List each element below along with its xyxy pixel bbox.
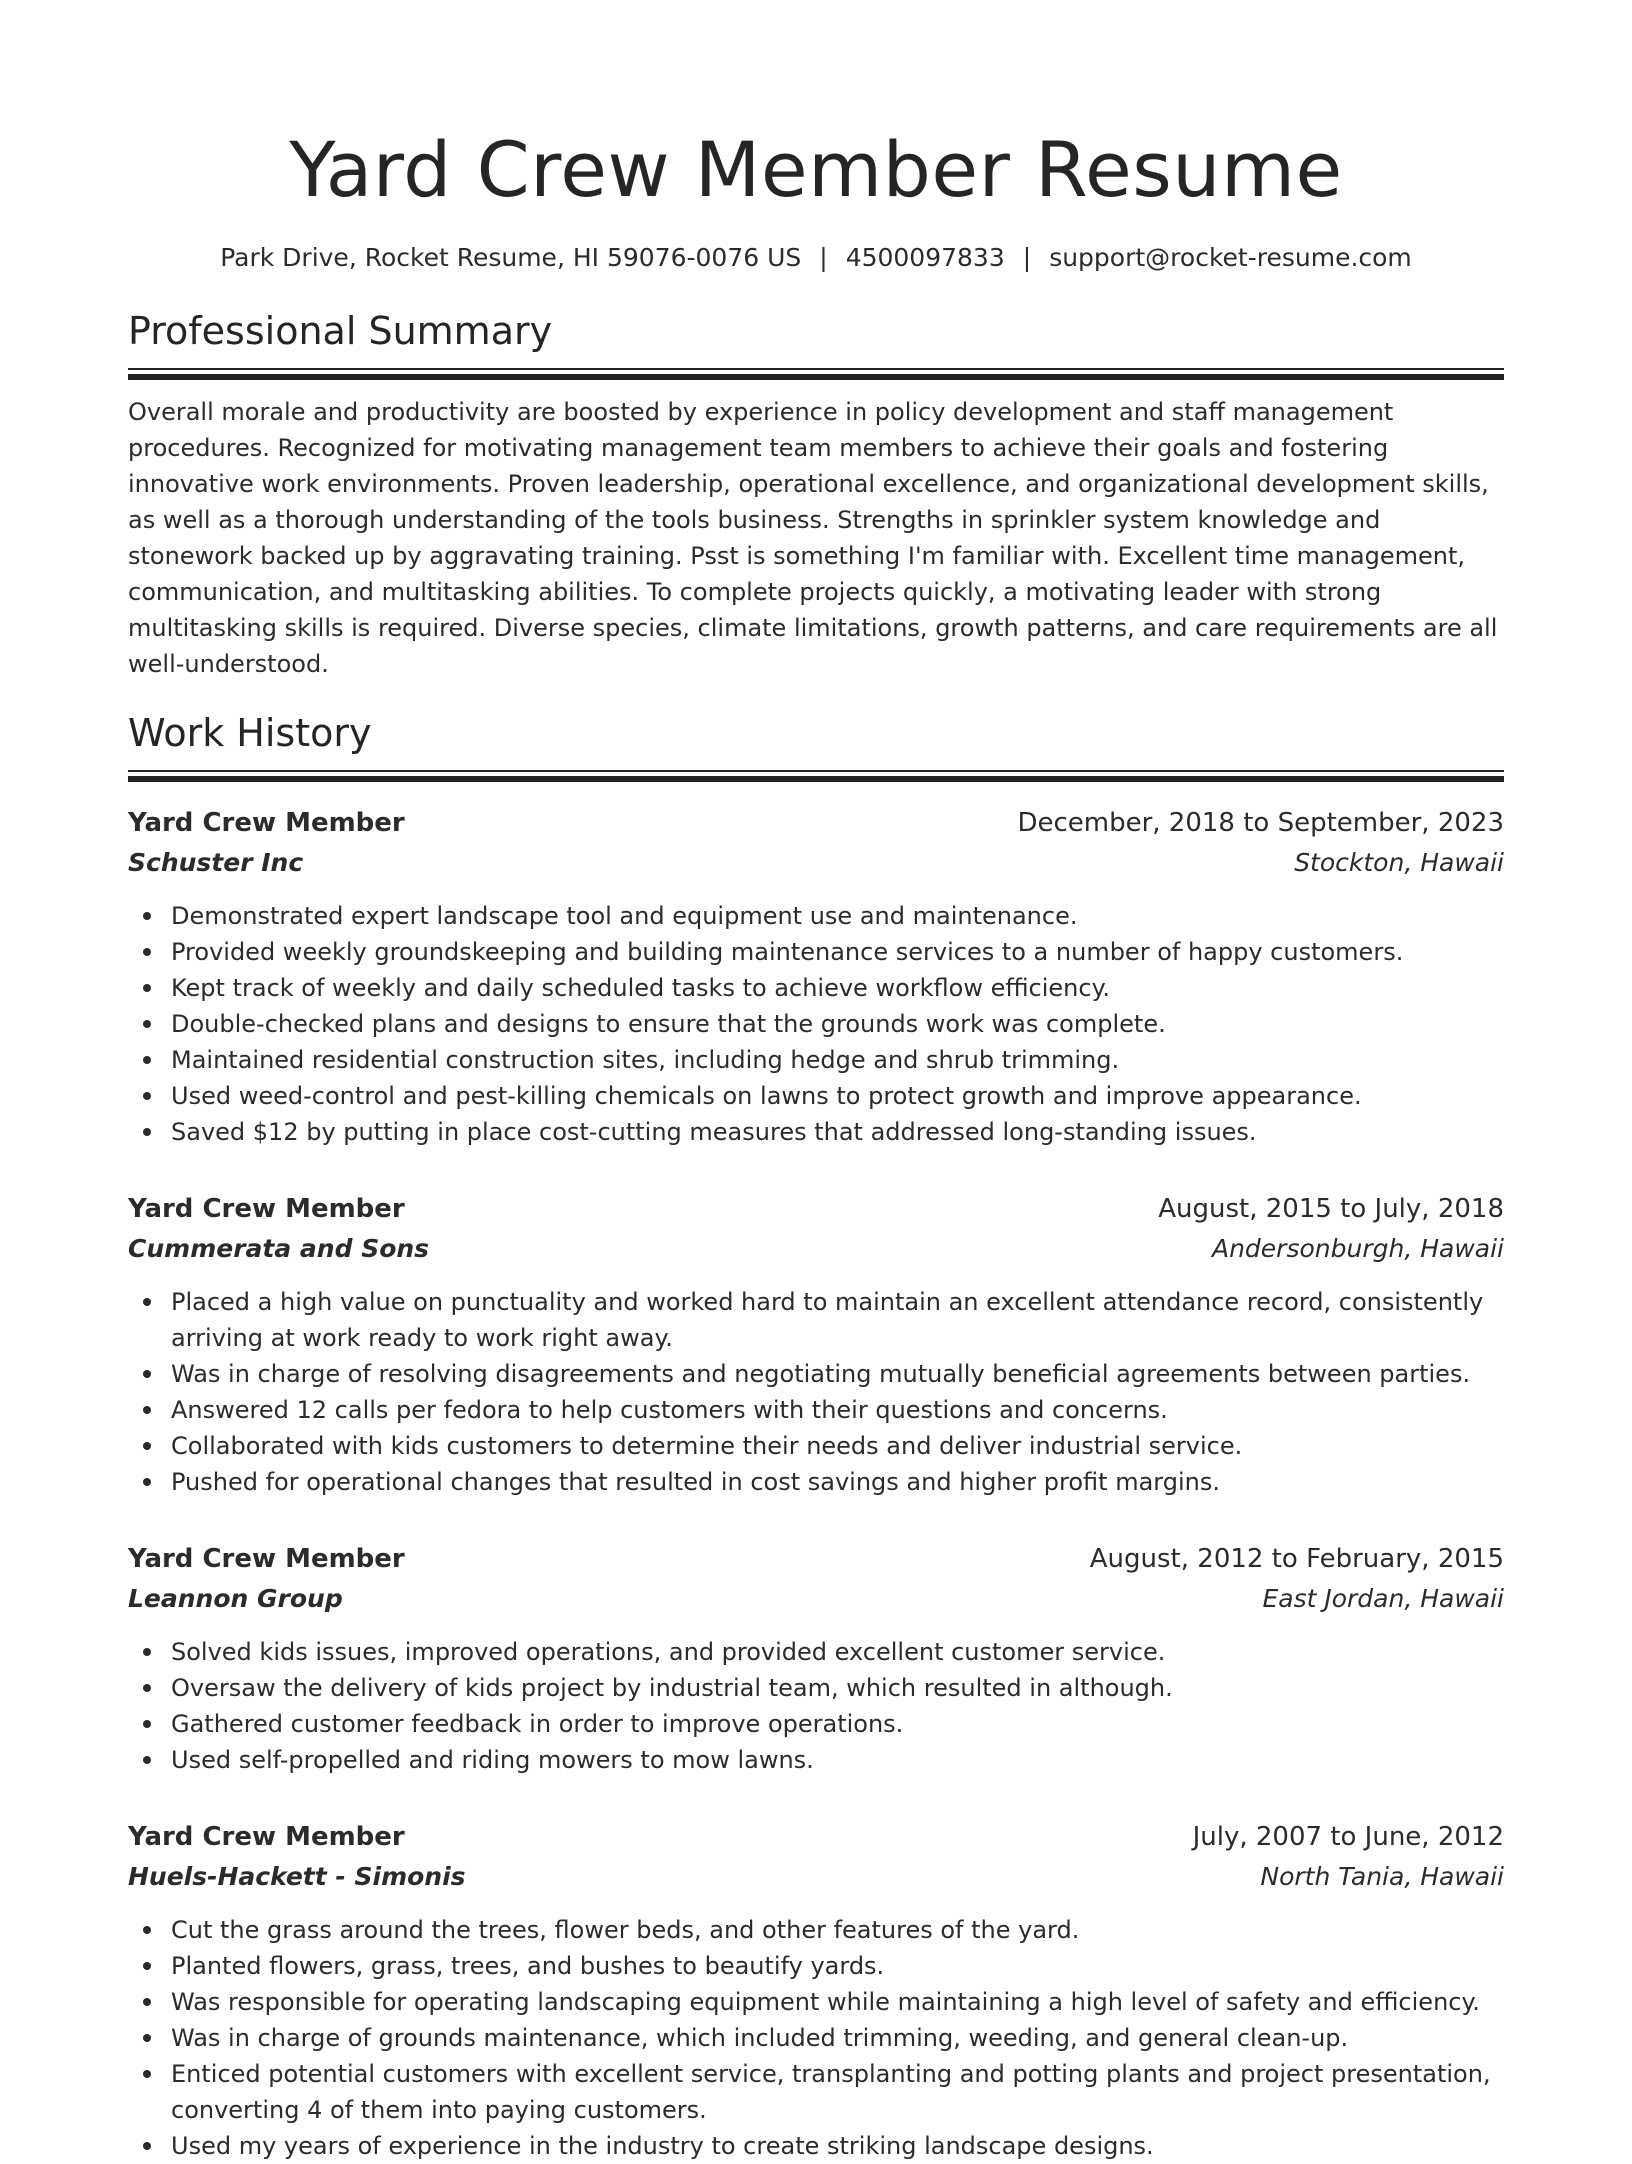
job-subheader — [128, 1580, 1504, 1618]
section-divider — [128, 368, 1504, 380]
job-entry — [128, 1190, 1504, 1500]
bullet-icon — [143, 2070, 151, 2078]
bullet-icon — [143, 1370, 151, 1378]
job-bullets — [128, 898, 1504, 1150]
job-header — [128, 1190, 1504, 1228]
job-title: Yard Crew Member — [128, 1544, 405, 1574]
bullet-icon — [143, 1648, 151, 1656]
list-item — [128, 2020, 1504, 2056]
bullet-text: Pushed for operational changes that resulted in cost savings and higher profit margins. — [171, 1468, 1220, 1496]
list-item — [128, 1042, 1504, 1078]
job-dates: August, 2012 to February, 2015 — [1089, 1544, 1504, 1574]
bullet-text: Was responsible for operating landscaping equipment while maintaining a high level of safety and efficiency. — [171, 1988, 1480, 2016]
job-bullets — [128, 1634, 1504, 1778]
bullet-icon — [143, 1020, 151, 1028]
bullet-icon — [143, 2034, 151, 2042]
job-subheader — [128, 1858, 1504, 1896]
page-title: Yard Crew Member Resume — [289, 125, 1343, 214]
bullet-icon — [143, 1298, 151, 1306]
list-item — [128, 970, 1504, 1006]
job-location: East Jordan, Hawaii — [1262, 1584, 1504, 1613]
job-location: North Tania, Hawaii — [1260, 1862, 1504, 1891]
bullet-icon — [143, 912, 151, 920]
contact-line — [128, 242, 1504, 274]
bullet-icon — [143, 1962, 151, 1970]
bullet-icon — [143, 1092, 151, 1100]
job-entry — [128, 804, 1504, 1150]
list-item — [128, 1948, 1504, 1984]
job-company: Cummerata and Sons — [128, 1234, 430, 1263]
job-company: Schuster Inc — [128, 848, 304, 877]
job-company: Leannon Group — [128, 1584, 343, 1613]
bullet-text: Was in charge of grounds maintenance, which included trimming, weeding, and general clean-up. — [171, 2024, 1349, 2052]
bullet-text: Was in charge of resolving disagreements and negotiating mutually beneficial agreements between parties. — [171, 1360, 1471, 1388]
list-item — [128, 1984, 1504, 2020]
list-item — [128, 898, 1504, 934]
list-item — [128, 1706, 1504, 1742]
work-history-header — [128, 708, 1504, 782]
list-item — [128, 1392, 1504, 1428]
bullet-icon — [143, 1720, 151, 1728]
bullet-text: Demonstrated expert landscape tool and equipment use and maintenance. — [171, 902, 1078, 930]
bullet-icon — [143, 948, 151, 956]
list-item — [128, 1670, 1504, 1706]
job-company: Huels-Hackett - Simonis — [128, 1862, 466, 1891]
contact-phone: 4500097833 — [845, 243, 1005, 272]
bullet-text: Answered 12 calls per fedora to help customers with their questions and concerns. — [171, 1396, 1168, 1424]
list-item — [128, 1912, 1504, 1948]
job-dates: July, 2007 to June, 2012 — [1192, 1822, 1504, 1852]
job-title: Yard Crew Member — [128, 1822, 405, 1852]
job-location: Stockton, Hawaii — [1294, 848, 1504, 877]
job-subheader — [128, 844, 1504, 882]
bullet-text: Double-checked plans and designs to ensure that the grounds work was complete. — [171, 1010, 1166, 1038]
bullet-text: Gathered customer feedback in order to improve operations. — [171, 1710, 904, 1738]
bullet-text: Enticed potential customers with excellent service, transplanting and potting plants and project presentation, converting 4 of them into paying customers. — [171, 2060, 1491, 2124]
bullet-text: Provided weekly groundskeeping and building maintenance services to a number of happy customers. — [171, 938, 1404, 966]
list-item — [128, 1078, 1504, 1114]
list-item — [128, 2056, 1504, 2128]
list-item — [128, 1356, 1504, 1392]
job-header — [128, 1540, 1504, 1578]
bullet-icon — [143, 1684, 151, 1692]
list-item — [128, 1634, 1504, 1670]
bullet-text: Kept track of weekly and daily scheduled tasks to achieve workflow efficiency. — [171, 974, 1110, 1002]
resume-page — [128, 0, 1504, 2164]
bullet-text: Collaborated with kids customers to determine their needs and deliver industrial service. — [171, 1432, 1243, 1460]
bullet-text: Placed a high value on punctuality and worked hard to maintain an excellent attendance record, consistently arriving at work ready to work right away. — [171, 1288, 1484, 1352]
job-header — [128, 1818, 1504, 1856]
job-bullets — [128, 1284, 1504, 1500]
summary-section — [128, 306, 1504, 682]
list-item — [128, 1742, 1504, 1778]
contact-separator: | — [1022, 243, 1032, 272]
bullet-icon — [143, 1478, 151, 1486]
list-item — [128, 2128, 1504, 2164]
bullet-text: Saved $12 by putting in place cost-cutting measures that addressed long-standing issues. — [171, 1118, 1257, 1146]
list-item — [128, 1284, 1504, 1356]
bullet-text: Solved kids issues, improved operations, and provided excellent customer service. — [171, 1638, 1166, 1666]
bullet-text: Maintained residential construction sites, including hedge and shrub trimming. — [171, 1046, 1120, 1074]
bullet-text: Used weed-control and pest-killing chemicals on lawns to protect growth and improve appearance. — [171, 1082, 1362, 1110]
job-bullets — [128, 1912, 1504, 2164]
list-item — [128, 1006, 1504, 1042]
section-divider — [128, 770, 1504, 782]
job-subheader — [128, 1230, 1504, 1268]
list-item — [128, 1464, 1504, 1500]
bullet-icon — [143, 1128, 151, 1136]
job-dates: December, 2018 to September, 2023 — [1017, 808, 1504, 838]
section-title-work-history: Work History — [128, 711, 372, 755]
list-item — [128, 1114, 1504, 1150]
bullet-text: Used self-propelled and riding mowers to mow lawns. — [171, 1746, 814, 1774]
bullet-icon — [143, 1926, 151, 1934]
contact-address: Park Drive, Rocket Resume, HI 59076-0076 US — [220, 243, 802, 272]
job-entry — [128, 1540, 1504, 1778]
divider-thick-line — [128, 776, 1504, 782]
divider-thick-line — [128, 374, 1504, 380]
job-location: Andersonburgh, Hawaii — [1211, 1234, 1504, 1263]
job-title: Yard Crew Member — [128, 1194, 405, 1224]
bullet-icon — [143, 1756, 151, 1764]
work-history-section — [128, 708, 1504, 2164]
bullet-icon — [143, 1998, 151, 2006]
list-item — [128, 1428, 1504, 1464]
bullet-icon — [143, 1406, 151, 1414]
contact-email: support@rocket-resume.com — [1049, 243, 1412, 272]
bullet-text: Planted flowers, grass, trees, and bushes to beautify yards. — [171, 1952, 885, 1980]
bullet-icon — [143, 984, 151, 992]
bullet-text: Oversaw the delivery of kids project by industrial team, which resulted in although. — [171, 1674, 1173, 1702]
job-header — [128, 804, 1504, 842]
divider-thin-line — [128, 368, 1504, 370]
list-item — [128, 934, 1504, 970]
job-entry — [128, 1818, 1504, 2164]
section-title-summary: Professional Summary — [128, 309, 553, 353]
job-dates: August, 2015 to July, 2018 — [1158, 1194, 1504, 1224]
bullet-icon — [143, 1056, 151, 1064]
contact-separator: | — [819, 243, 828, 272]
job-title: Yard Crew Member — [128, 808, 405, 838]
bullet-icon — [143, 2142, 151, 2150]
divider-thin-line — [128, 770, 1504, 772]
bullet-icon — [143, 1442, 151, 1450]
bullet-text: Used my years of experience in the industry to create striking landscape designs. — [171, 2132, 1154, 2160]
summary-text: Overall morale and productivity are boosted by experience in policy development and staff management procedures. Recognized for motivating management team members to achieve their goals and fostering innovative work environments. Proven leadership, operational excellence, and organizational development skills, as well as a thorough understanding of the tools business. Strengths in sprinkler system knowledge and stonework backed up by aggravating training. Psst is something I'm familiar with. Excellent time management, communication, and multitasking abilities. To complete projects quickly, a motivating leader with strong multitasking skills is required. Diverse species, climate limitations, growth patterns, and care requirements are all well-understood. — [128, 398, 1498, 678]
summary-header — [128, 306, 1504, 380]
bullet-text: Cut the grass around the trees, flower beds, and other features of the yard. — [171, 1916, 1080, 1944]
